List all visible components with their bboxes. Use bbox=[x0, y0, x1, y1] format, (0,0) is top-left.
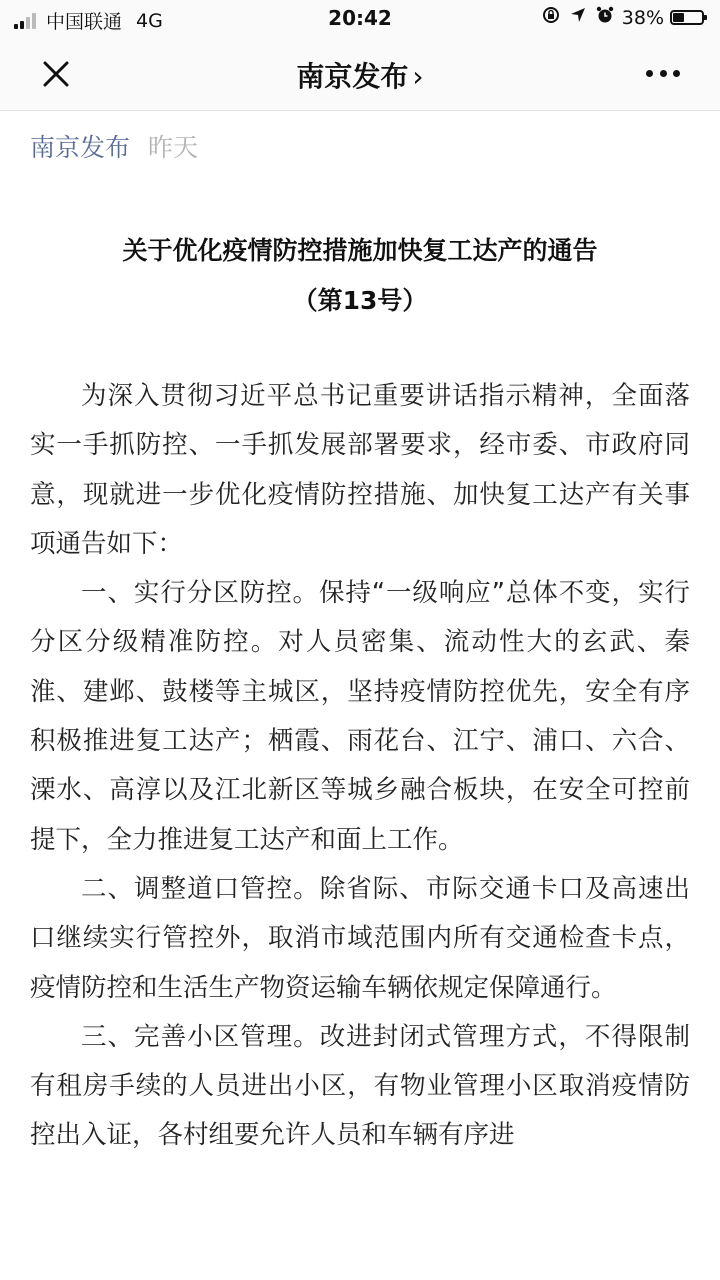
status-right bbox=[532, 6, 704, 29]
article-paragraph: 为深入贯彻习近平总书记重要讲话指示精神，全面落实一手抓防控、一手抓发展部署要求，经市委、市政府同意，现就进一步优化疫情防控措施、加快复工达产有关事项通告如下： bbox=[30, 381, 690, 559]
article-body bbox=[30, 372, 690, 1161]
article-meta bbox=[30, 128, 198, 164]
account-name: 南京发布 bbox=[296, 60, 409, 93]
network-type: 4G bbox=[136, 9, 163, 32]
article-paragraph: 二、调整道口管控。除省际、市际交通卡口及高速出口继续实行管控外，取消市域范围内所有交通检查卡点，疫情防控和生活生产物资运输车辆依规定保障通行。 bbox=[30, 873, 690, 1003]
article-date: 昨天 bbox=[148, 133, 199, 162]
article-source-link[interactable]: 南京发布 bbox=[30, 133, 131, 162]
article-title-line2: （第13号） bbox=[292, 286, 428, 315]
more-icon[interactable] bbox=[646, 70, 680, 78]
article-paragraph: 三、完善小区管理。改进封闭式管理方式，不得限制有租房手续的人员进出小区，有物业管理小区取消疫情防控出入证，各村组要允许人员和车辆有序进 bbox=[30, 1021, 690, 1151]
chevron-right-icon: › bbox=[412, 60, 424, 93]
account-title-link[interactable] bbox=[0, 55, 720, 95]
status-bar bbox=[0, 0, 720, 38]
article-title-line1: 关于优化疫情防控措施加快复工达产的通告 bbox=[122, 236, 598, 265]
battery-icon bbox=[670, 10, 704, 25]
carrier-name: 中国联通 bbox=[46, 11, 123, 33]
location-icon bbox=[570, 7, 586, 28]
nav-bar bbox=[0, 38, 720, 111]
rotation-lock-icon bbox=[542, 6, 560, 29]
status-time: 20:42 bbox=[328, 6, 392, 30]
alarm-icon bbox=[596, 6, 614, 29]
article-paragraph: 一、实行分区防控。保持“一级响应”总体不变，实行分区分级精准防控。对人员密集、流动性大的玄武、秦淮、建邺、鼓楼等主城区，坚持疫情防控优先，安全有序积极推进复工达产；栖霞、雨花台、江宁、浦口、六合、溧水、高淳以及江北新区等城乡融合板块，在安全可控前提下，全力推进复工达产和面上工作。 bbox=[30, 578, 690, 855]
battery-percent: 38% bbox=[621, 6, 664, 29]
article-title bbox=[40, 226, 680, 326]
